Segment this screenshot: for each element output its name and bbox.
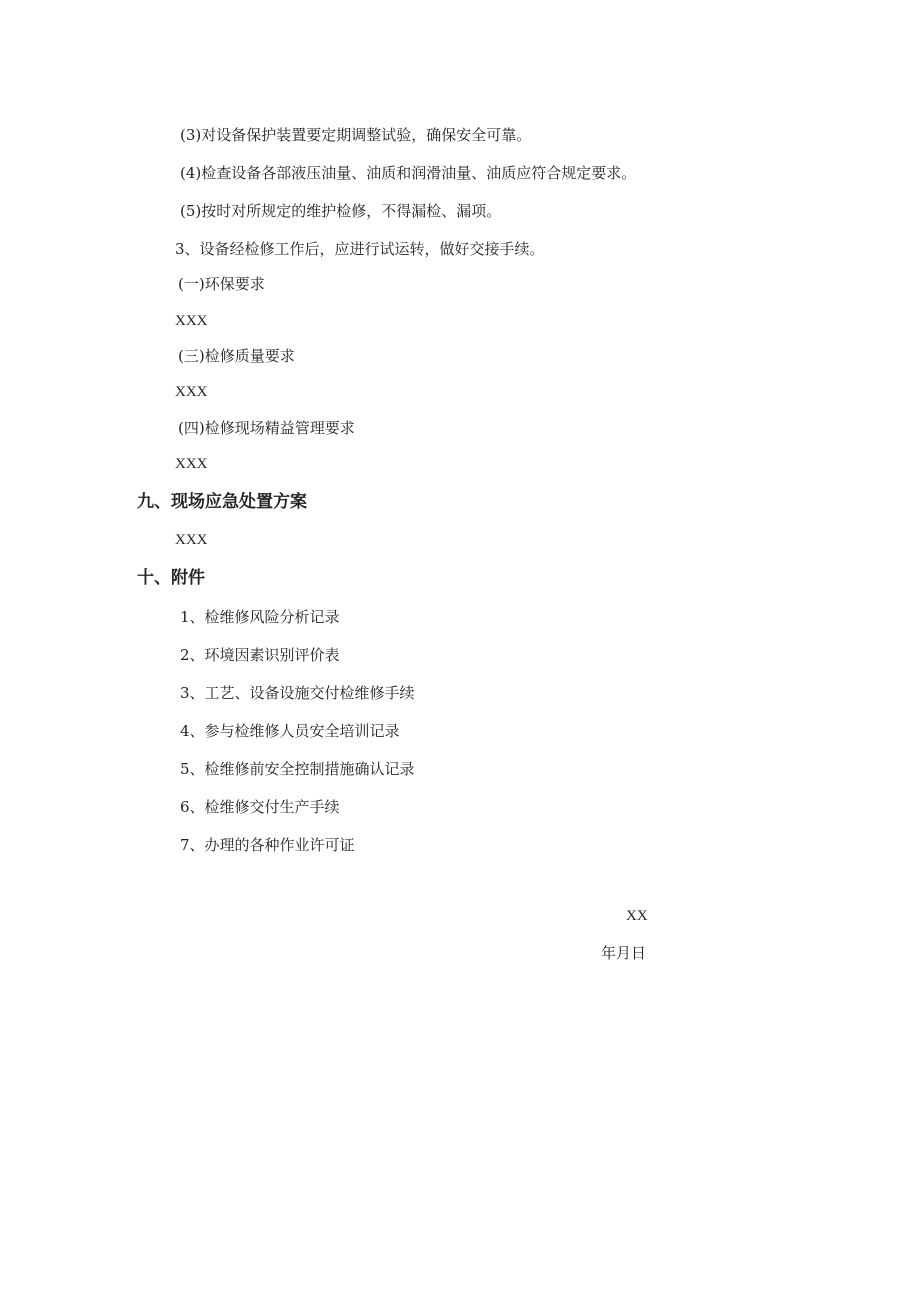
section-9-text: XXX — [175, 532, 208, 548]
lean-text: XXX — [175, 456, 208, 472]
quality-text: XXX — [175, 384, 208, 400]
item-3: (3)对设备保护装置要定期调整试验，确保安全可靠。 — [180, 126, 532, 144]
lean-title: (四)检修现场精益管理要求 — [178, 419, 355, 437]
attachment-item: 5、检维修前安全控制措施确认记录 — [180, 760, 415, 778]
attachment-item: 4、参与检维修人员安全培训记录 — [180, 722, 400, 740]
attachment-item: 1、检维修风险分析记录 — [180, 608, 340, 626]
env-title: (一)环保要求 — [178, 275, 265, 293]
env-text: XXX — [175, 313, 208, 329]
section-9-title: 九、现场应急处置方案 — [137, 492, 307, 512]
item-4: (4)检查设备各部液压油量、油质和润滑油量、油质应符合规定要求。 — [180, 164, 637, 182]
point-3: 3、设备经检修工作后，应进行试运转，做好交接手续。 — [175, 240, 545, 258]
attachment-item: 3、工艺、设备设施交付检维修手续 — [180, 684, 415, 702]
section-10-title: 十、附件 — [137, 568, 205, 588]
attachment-item: 2、环境因素识别评价表 — [180, 646, 340, 664]
signature-date: 年月日 — [601, 944, 647, 962]
item-5: (5)按时对所规定的维护检修，不得漏检、漏项。 — [180, 202, 502, 220]
attachment-item: 7、办理的各种作业许可证 — [180, 836, 355, 854]
signature-org: XX — [626, 908, 648, 924]
quality-title: (三)检修质量要求 — [178, 347, 295, 365]
attachment-item: 6、检维修交付生产手续 — [180, 798, 340, 816]
